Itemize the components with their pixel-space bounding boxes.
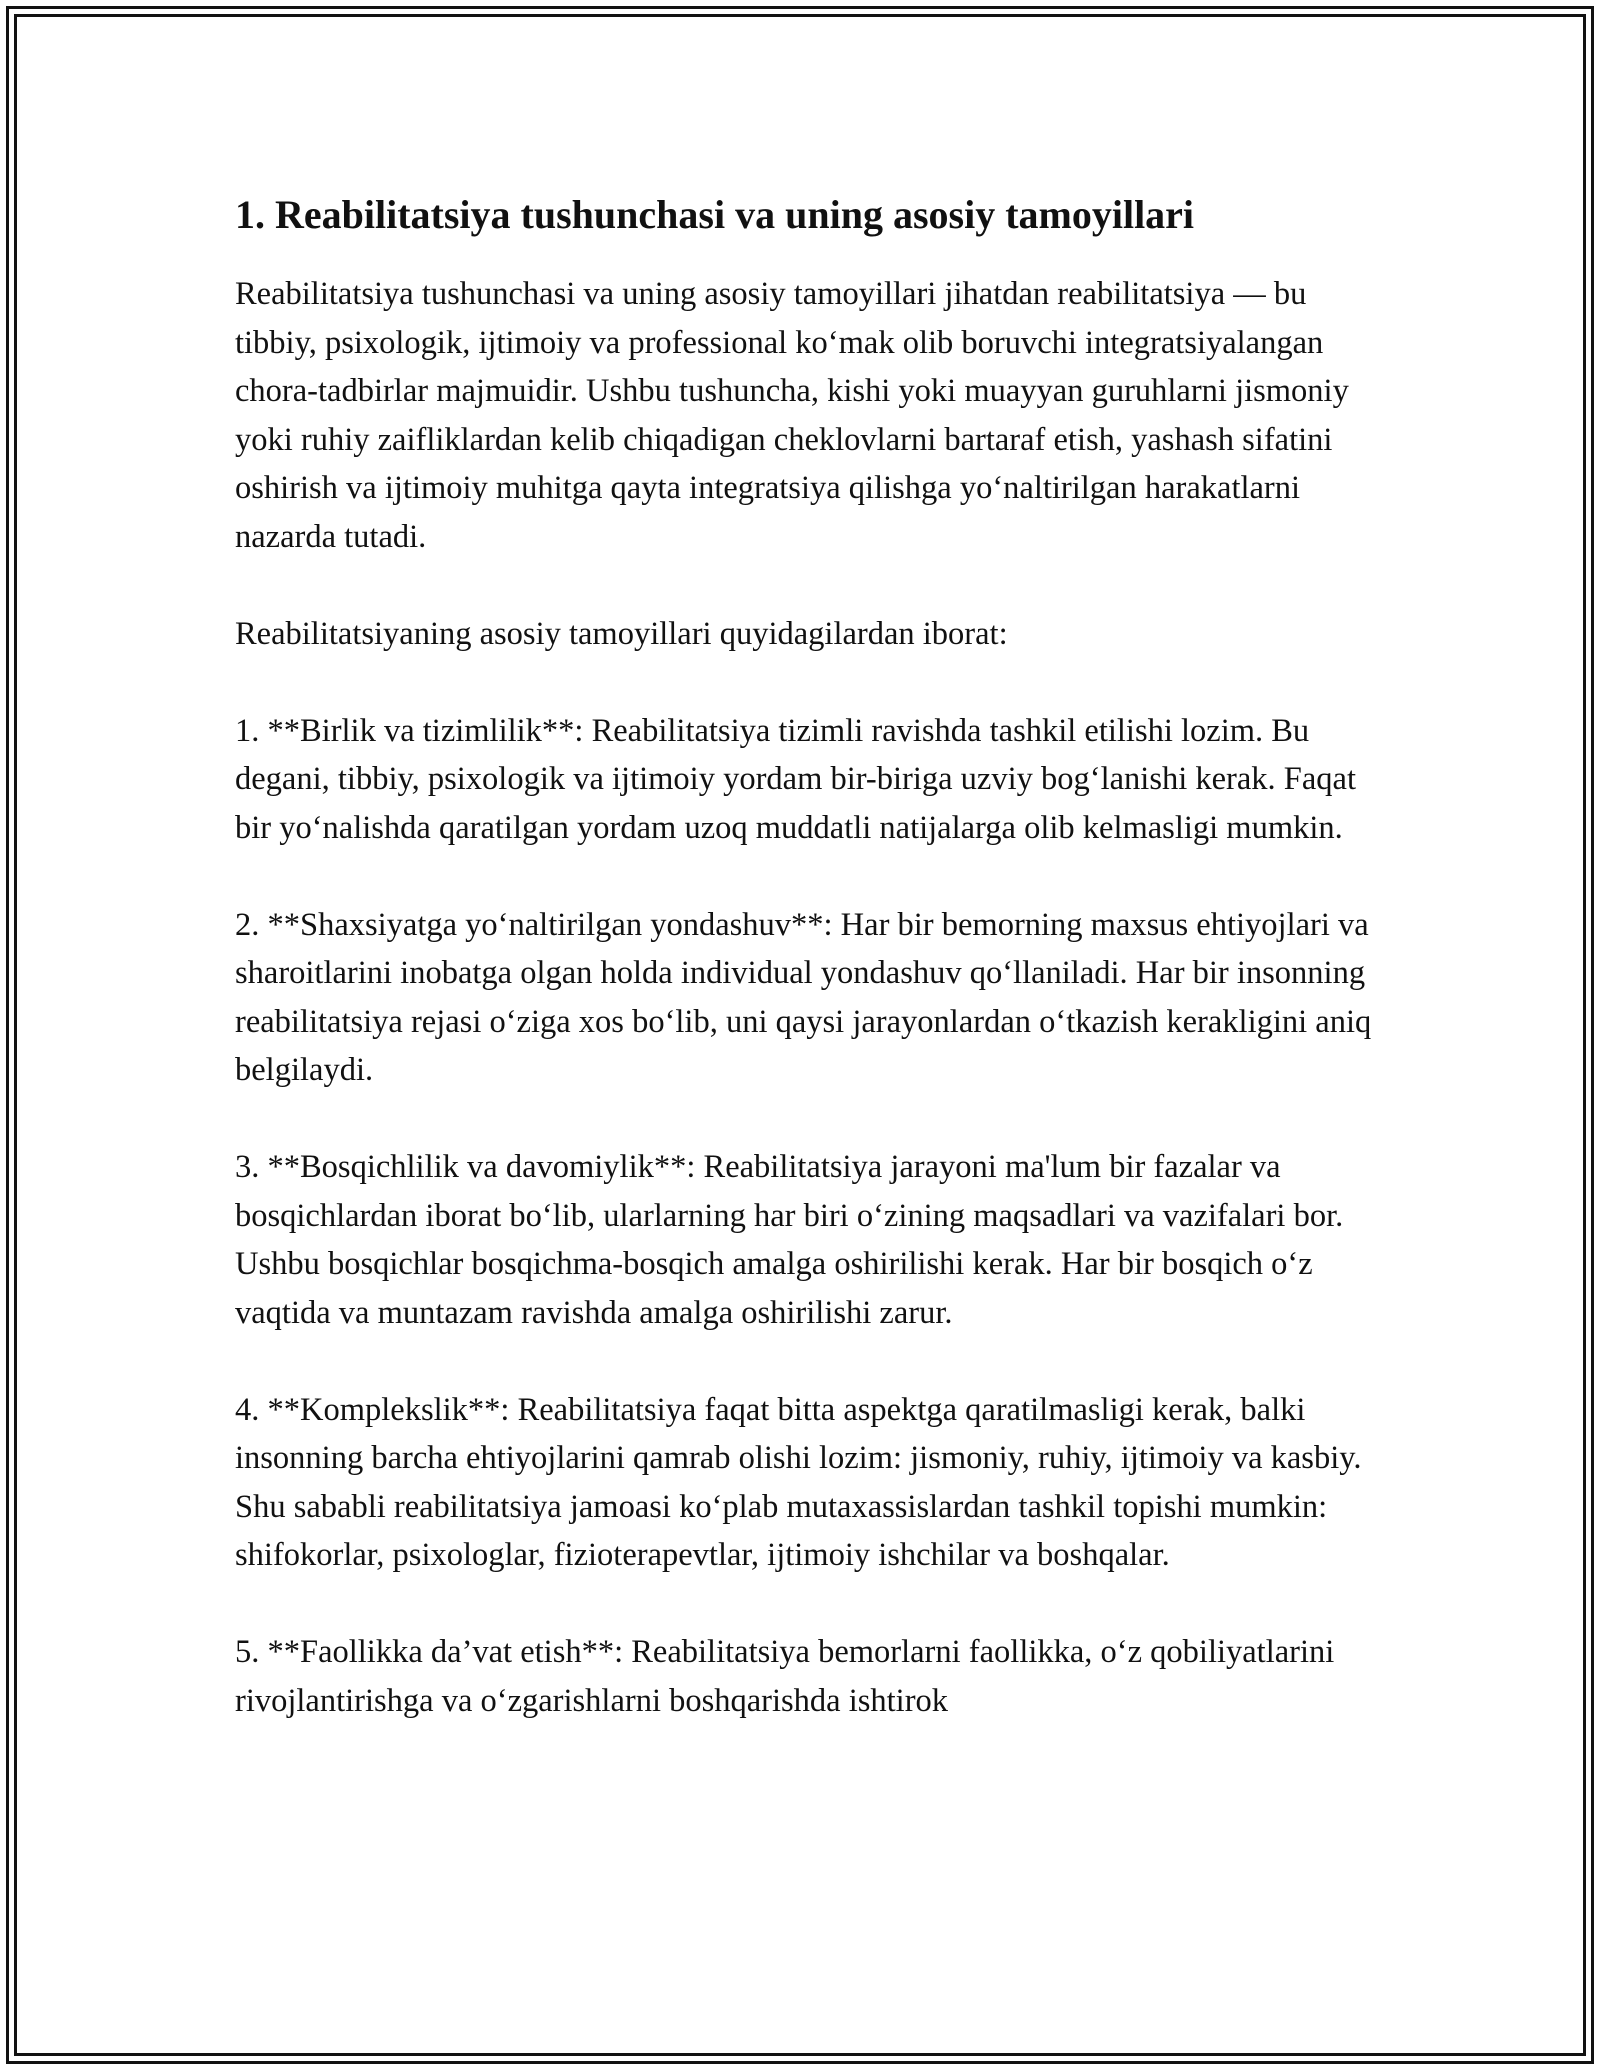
section-heading: 1. Reabilitatsiya tushunchasi va uning asosiy tamoyillari <box>235 192 1195 237</box>
principle-4: 4. **Komplekslik**: Reabilitatsiya faqat bitta aspektga qaratilmasligi kerak, balki insonning barcha ehtiyojlarini qamrab olishi lozim: jismoniy, ruhiy, ijtimoiy va kasbiy. Shu sababli reabilitatsiya jamoasi ko‘plab mutaxassislardan tashkil topishi mumkin: shifokorlar, psixologlar, fizioterapevtlar, ijtimoiy ishchilar va boshqalar. <box>235 1391 1362 1573</box>
document-body <box>235 188 1375 1774</box>
principle-1: 1. **Birlik va tizimlilik**: Reabilitatsiya tizimli ravishda tashkil etilishi lozim. Bu degani, tibbiy, psixologik va ijtimoiy yordam bir-biriga uzviy bog‘lanishi kerak. Faqat bir yo‘nalishda qaratilgan yordam uzoq muddatli natijalarga olib kelmasligi mumkin. <box>235 712 1356 846</box>
intro-paragraph: Reabilitatsiya tushunchasi va uning asosiy tamoyillari jihatdan reabilitatsiya — bu tibbiy, psixologik, ijtimoiy va professional ko‘mak olib boruvchi integratsiyalangan chora-tadbirlar majmuidir. Ushbu tushuncha, kishi yoki muayyan guruhlarni jismoniy yoki ruhiy zaifliklardan kelib chiqadigan cheklovlarni bartaraf etish, yashash sifatini oshirish va ijtimoiy muhitga qayta integratsiya qilishga yo‘naltirilgan harakatlarni nazarda tutadi. <box>235 276 1349 555</box>
principles-intro: Reabilitatsiyaning asosiy tamoyillari quyidagilardan iborat: <box>235 615 1008 652</box>
principle-3: 3. **Bosqichlilik va davomiylik**: Reabilitatsiya jarayoni ma'lum bir fazalar va bosqichlardan iborat bo‘lib, ularlarning har biri o‘zining maqsadlari va vazifalari bor. Ushbu bosqichlar bosqichma-bosqich amalga oshirilishi kerak. Har bir bosqich o‘z vaqtida va muntazam ravishda amalga oshirilishi zarur. <box>235 1149 1344 1331</box>
principle-2: 2. **Shaxsiyatga yo‘naltirilgan yondashuv**: Har bir bemorning maxsus ehtiyojlari va sharoitlarini inobatga olgan holda individual yondashuv qo‘llaniladi. Har bir insonning reabilitatsiya rejasi o‘ziga xos bo‘lib, uni qaysi jarayonlardan o‘tkazish kerakligini aniq belgilaydi. <box>235 906 1372 1088</box>
principle-5: 5. **Faollikka da’vat etish**: Reabilitatsiya bemorlarni faollikka, o‘z qobiliyatlarini rivojlantirishga va o‘zgarishlarni boshqarishda ishtirok <box>235 1634 1335 1719</box>
